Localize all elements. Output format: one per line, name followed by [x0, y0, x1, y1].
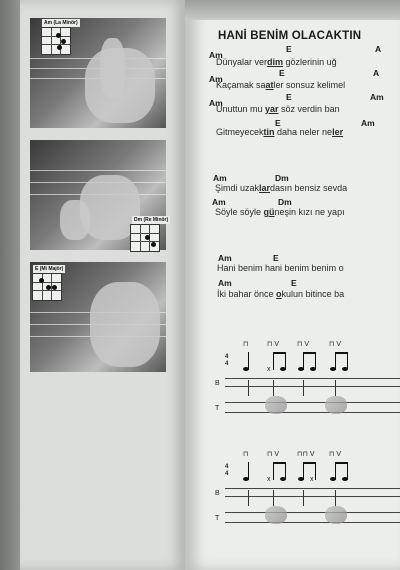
chord: A [375, 44, 382, 54]
time-signature: 4 4 [225, 464, 229, 477]
lyric-line: Kaçamak saatler sonsuz kelimel [216, 80, 346, 90]
chord: E [279, 68, 285, 78]
treble-label: T [215, 515, 220, 522]
rhythm-block-2: 4 4 ⊓ ⊓ V ⊓⊓ V ⊓ V x x B T [215, 450, 400, 540]
chord: Dm [278, 197, 292, 207]
chord-diagram-e [32, 273, 62, 301]
lyric-line: Gitmeyecektin daha neler neler [216, 127, 344, 137]
lyric-line: Söyle söyle güneşin kızı ne yapı [215, 207, 345, 217]
song-title: HANİ BENİM OLACAKTIN [218, 30, 362, 42]
hand-illustration [265, 396, 287, 414]
chord: Am [213, 173, 227, 183]
lyric-line: Unuttun mu yar söz verdin ban [216, 104, 340, 114]
strum-mark: ⊓ V [267, 341, 280, 348]
chord-label-dm: Dm (Re Minör) [134, 217, 169, 223]
chord: Am [212, 197, 226, 207]
chord: Am [209, 74, 223, 84]
rhythm-block-1: 4 4 ⊓ ⊓ V ⊓ V ⊓ V x B T [215, 340, 400, 430]
chord-diagram-am [41, 27, 71, 55]
lyric-line: İki bahar önce okulun bitince ba [217, 289, 345, 299]
strum-mark: ⊓ [243, 341, 249, 348]
left-page [20, 0, 185, 570]
chord-diagram-dm [130, 224, 160, 252]
hand-illustration [325, 396, 347, 414]
lyric-line: Dünyalar verdim gözlerinin uğ [216, 57, 337, 67]
lyric-line: Hani benim hani benim benim o [217, 263, 344, 273]
lyric-line: Şimdi uzaklardasın bensiz sevda [215, 183, 348, 193]
bass-label: B [215, 490, 220, 497]
strum-mark: ⊓ [243, 451, 249, 458]
treble-label: T [215, 405, 220, 412]
chord: Dm [275, 173, 289, 183]
chord-label-e: E (Mi Majör) [35, 266, 64, 272]
chord: Am [370, 92, 384, 102]
strum-mark: ⊓⊓ V [297, 451, 315, 458]
strum-mark: ⊓ V [297, 341, 310, 348]
chord: Am [209, 50, 223, 60]
chord: E [286, 44, 292, 54]
chord: Am [218, 253, 232, 263]
chord: Am [361, 118, 375, 128]
strum-mark: ⊓ V [267, 451, 280, 458]
bass-label: B [215, 380, 220, 387]
page-header-band [185, 0, 400, 20]
chord-label-am: Am (La Minör) [44, 20, 78, 26]
chord: E [275, 118, 281, 128]
chord: Am [209, 98, 223, 108]
chord: Am [218, 278, 232, 288]
strum-mark: ⊓ V [329, 341, 342, 348]
chord: E [286, 92, 292, 102]
chord: A [373, 68, 380, 78]
strum-mark: ⊓ V [329, 451, 342, 458]
chord: E [291, 278, 297, 288]
hand-illustration [265, 506, 287, 524]
right-page [185, 0, 400, 570]
chord: E [273, 253, 279, 263]
time-signature: 4 4 [225, 354, 229, 367]
hand-illustration [325, 506, 347, 524]
